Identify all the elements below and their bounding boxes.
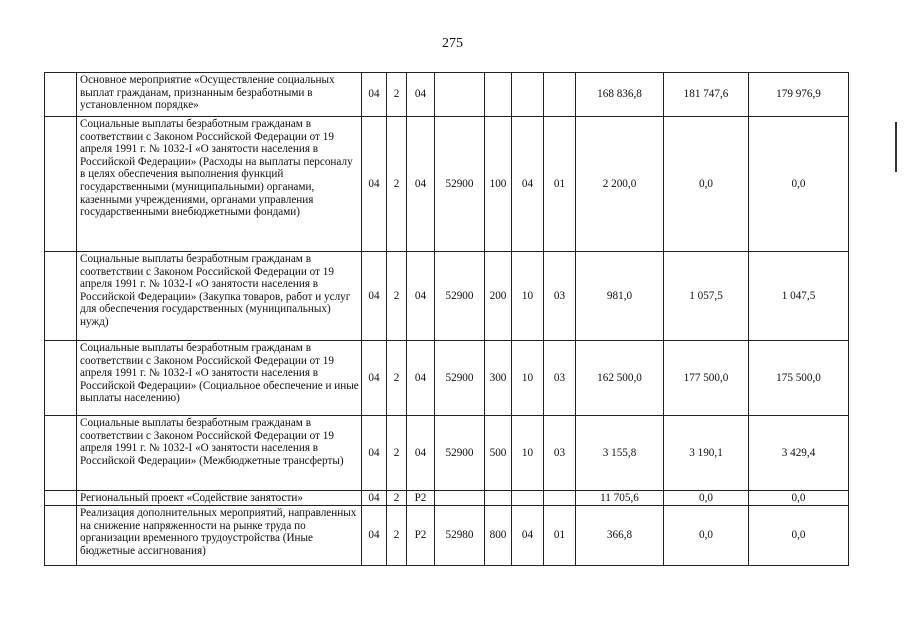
code-cell: 04 <box>362 506 387 566</box>
code-cell <box>435 491 485 506</box>
row-name: Реализация дополнительных мероприятий, направленных на снижение напряженности на рынке труда по организации временного трудоустройства (Иные бюджетные ассигнования) <box>77 506 362 566</box>
code-cell: 2 <box>387 491 407 506</box>
code-cell: 300 <box>485 341 512 416</box>
code-cell <box>544 73 576 117</box>
amount-cell: 0,0 <box>664 506 749 566</box>
code-cell: 2 <box>387 416 407 491</box>
code-cell: 04 <box>362 341 387 416</box>
code-cell: P2 <box>407 491 435 506</box>
code-cell: 04 <box>407 73 435 117</box>
code-cell: 04 <box>407 341 435 416</box>
amount-cell: 179 976,9 <box>749 73 849 117</box>
code-cell: 04 <box>362 252 387 341</box>
table-row <box>45 117 849 252</box>
code-cell: 04 <box>362 73 387 117</box>
amount-cell: 0,0 <box>749 506 849 566</box>
row-name: Основное мероприятие «Осуществление социальных выплат гражданам, признанным безработными в установленном порядке» <box>77 73 362 117</box>
amount-cell: 1 047,5 <box>749 252 849 341</box>
budget-table <box>44 72 849 566</box>
amount-cell: 162 500,0 <box>576 341 664 416</box>
empty-cell <box>45 416 77 491</box>
code-cell: 04 <box>407 416 435 491</box>
row-name: Социальные выплаты безработным гражданам в соответствии с Законом Российской Федерации от 19 апреля 1991 г. № 1032-I «О занятости населения в Российской Федерации» (Расходы на выплаты персоналу в целях обеспечения выполнения функций государственными (муниципальными) органами, казенными учреждениями, органами управления государственными внебюджетными фондами) <box>77 117 362 252</box>
table-row <box>45 73 849 117</box>
amount-cell: 0,0 <box>749 117 849 252</box>
amount-cell: 0,0 <box>664 117 749 252</box>
empty-cell <box>45 252 77 341</box>
row-name: Социальные выплаты безработным гражданам в соответствии с Законом Российской Федерации от 19 апреля 1991 г. № 1032-I «О занятости населения в Российской Федерации» (Социальное обеспечение и иные выплаты населению) <box>77 341 362 416</box>
code-cell: P2 <box>407 506 435 566</box>
row-name: Социальные выплаты безработным гражданам в соответствии с Законом Российской Федерации от 19 апреля 1991 г. № 1032-I «О занятости населения в Российской Федерации» (Закупка товаров, работ и услуг для обеспечения государственных (муниципальных) нужд) <box>77 252 362 341</box>
code-cell: 200 <box>485 252 512 341</box>
code-cell: 2 <box>387 73 407 117</box>
code-cell <box>485 491 512 506</box>
code-cell: 10 <box>512 341 544 416</box>
amount-cell: 0,0 <box>664 491 749 506</box>
amount-cell: 177 500,0 <box>664 341 749 416</box>
empty-cell <box>45 117 77 252</box>
code-cell: 500 <box>485 416 512 491</box>
page-number: 275 <box>442 36 463 51</box>
empty-cell <box>45 341 77 416</box>
code-cell: 2 <box>387 341 407 416</box>
amount-cell: 366,8 <box>576 506 664 566</box>
amount-cell: 3 190,1 <box>664 416 749 491</box>
empty-cell <box>45 73 77 117</box>
code-cell: 04 <box>362 416 387 491</box>
code-cell: 52900 <box>435 252 485 341</box>
code-cell: 52900 <box>435 341 485 416</box>
amount-cell: 0,0 <box>749 491 849 506</box>
code-cell: 100 <box>485 117 512 252</box>
code-cell: 52900 <box>435 416 485 491</box>
scan-margin-mark <box>895 122 897 172</box>
code-cell: 2 <box>387 252 407 341</box>
empty-cell <box>45 506 77 566</box>
code-cell: 52980 <box>435 506 485 566</box>
code-cell: 01 <box>544 117 576 252</box>
code-cell: 10 <box>512 252 544 341</box>
code-cell: 03 <box>544 252 576 341</box>
table-row <box>45 416 849 491</box>
amount-cell: 1 057,5 <box>664 252 749 341</box>
amount-cell: 168 836,8 <box>576 73 664 117</box>
empty-cell <box>45 491 77 506</box>
code-cell <box>512 491 544 506</box>
table-row <box>45 506 849 566</box>
row-name: Региональный проект «Содействие занятости» <box>77 491 362 506</box>
table-row <box>45 341 849 416</box>
code-cell: 04 <box>512 506 544 566</box>
code-cell: 04 <box>512 117 544 252</box>
amount-cell: 2 200,0 <box>576 117 664 252</box>
amount-cell: 981,0 <box>576 252 664 341</box>
code-cell: 10 <box>512 416 544 491</box>
amount-cell: 175 500,0 <box>749 341 849 416</box>
table-row <box>45 252 849 341</box>
code-cell: 52900 <box>435 117 485 252</box>
amount-cell: 11 705,6 <box>576 491 664 506</box>
code-cell: 2 <box>387 506 407 566</box>
code-cell <box>485 73 512 117</box>
code-cell <box>435 73 485 117</box>
code-cell: 04 <box>407 252 435 341</box>
amount-cell: 3 429,4 <box>749 416 849 491</box>
code-cell: 04 <box>362 491 387 506</box>
code-cell: 04 <box>362 117 387 252</box>
code-cell: 01 <box>544 506 576 566</box>
code-cell: 2 <box>387 117 407 252</box>
amount-cell: 3 155,8 <box>576 416 664 491</box>
amount-cell: 181 747,6 <box>664 73 749 117</box>
code-cell: 800 <box>485 506 512 566</box>
code-cell <box>512 73 544 117</box>
code-cell: 04 <box>407 117 435 252</box>
code-cell: 03 <box>544 416 576 491</box>
row-name: Социальные выплаты безработным гражданам в соответствии с Законом Российской Федерации от 19 апреля 1991 г. № 1032-I «О занятости населения в Российской Федерации» (Межбюджетные трансферты) <box>77 416 362 491</box>
code-cell <box>544 491 576 506</box>
code-cell: 03 <box>544 341 576 416</box>
table-row <box>45 491 849 506</box>
